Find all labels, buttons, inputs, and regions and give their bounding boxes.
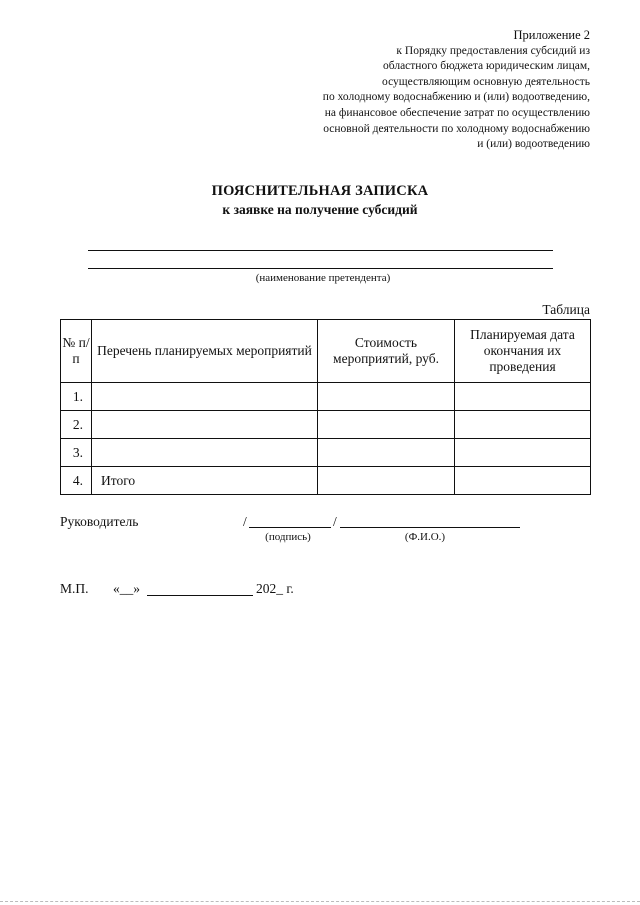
row-number: 3. xyxy=(61,439,92,467)
total-cost-cell[interactable] xyxy=(318,467,455,495)
appendix-line: областного бюджета юридическим лицам, xyxy=(383,60,590,73)
appendix-line: к Порядку предоставления субсидий из xyxy=(396,44,590,57)
table-header-row xyxy=(61,320,591,383)
end-date-cell[interactable] xyxy=(455,411,591,439)
applicant-caption: (наименование претендента) xyxy=(255,272,391,284)
table-row xyxy=(61,383,591,411)
year-blank[interactable]: _ xyxy=(276,581,283,596)
slash-separator: / xyxy=(243,514,247,529)
measure-cell[interactable] xyxy=(92,411,318,439)
row-number: 1. xyxy=(61,383,92,411)
date-field[interactable] xyxy=(113,581,140,597)
table-label: Таблица xyxy=(542,302,590,317)
applicant-name-line-2[interactable] xyxy=(88,268,553,269)
measures-table xyxy=(60,319,591,495)
full-name-line[interactable] xyxy=(340,527,520,528)
table-row-total xyxy=(61,467,591,495)
end-date-cell[interactable] xyxy=(455,383,591,411)
table-row xyxy=(61,439,591,467)
day-blank[interactable]: __ xyxy=(119,581,134,596)
end-date-cell[interactable] xyxy=(455,439,591,467)
measure-cell[interactable] xyxy=(92,439,318,467)
column-header-cost: Стоимость мероприятий, руб. xyxy=(318,320,455,383)
full-name-caption: (Ф.И.О.) xyxy=(404,531,446,543)
stamp-place-label: М.П. xyxy=(60,581,89,596)
appendix-header xyxy=(260,28,590,153)
table-row xyxy=(61,411,591,439)
document-title: ПОЯСНИТЕЛЬНАЯ ЗАПИСКА xyxy=(211,183,429,199)
column-header-measures: Перечень планируемых мероприятий xyxy=(92,320,318,383)
column-header-end-date: Планируемая дата окончания их проведения xyxy=(455,320,591,383)
cost-cell[interactable] xyxy=(318,439,455,467)
appendix-line: на финансовое обеспечение затрат по осуществлению xyxy=(324,106,590,119)
signer-role: Руководитель xyxy=(60,514,139,529)
open-quote: « xyxy=(113,581,120,596)
row-number: 2. xyxy=(61,411,92,439)
applicant-name-line-1[interactable] xyxy=(88,250,553,251)
signature-caption: (подпись) xyxy=(265,531,311,543)
appendix-line: основной деятельности по холодному водоснабжению xyxy=(323,122,590,135)
total-date-cell[interactable] xyxy=(455,467,591,495)
close-quote: » xyxy=(133,581,140,596)
scan-edge-divider xyxy=(0,901,640,902)
year-suffix: г. xyxy=(283,581,294,596)
year-prefix: 202 xyxy=(256,581,277,596)
appendix-line: по холодному водоснабжению и (или) водоотведению, xyxy=(322,91,590,104)
cost-cell[interactable] xyxy=(318,411,455,439)
month-line[interactable] xyxy=(147,595,253,596)
appendix-line: Приложение 2 xyxy=(513,28,590,42)
total-label: Итого xyxy=(92,467,318,495)
document-subtitle: к заявке на получение субсидий xyxy=(222,202,418,217)
appendix-line: осуществляющим основную деятельность xyxy=(382,75,590,88)
year-field[interactable] xyxy=(256,581,294,597)
cost-cell[interactable] xyxy=(318,383,455,411)
signature-line[interactable] xyxy=(249,527,331,528)
column-header-number: № п/п xyxy=(61,320,92,383)
row-number: 4. xyxy=(61,467,92,495)
slash-separator: / xyxy=(333,514,337,529)
appendix-line: и (или) водоотведению xyxy=(477,138,590,151)
measure-cell[interactable] xyxy=(92,383,318,411)
